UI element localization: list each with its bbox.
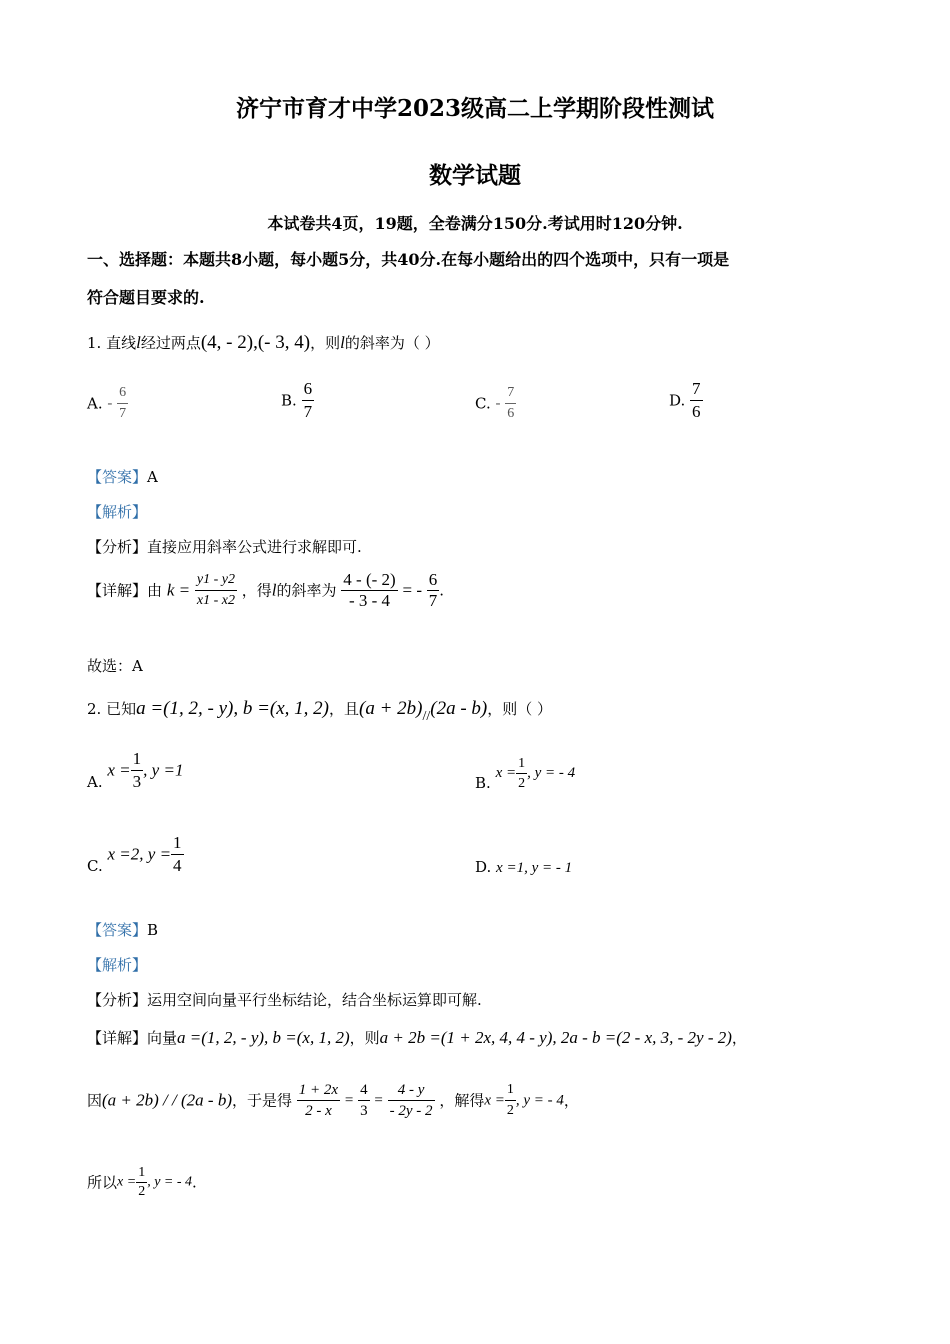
q1-points: (4, - 2),(- 3, 4): [200, 332, 311, 353]
q1-answer-value: A: [147, 468, 158, 486]
q2-option-b: [475, 754, 575, 793]
q1-answer: [87, 466, 158, 487]
q1-k-eq: k =: [166, 580, 191, 600]
q1-calc-den: - 3 - 4: [341, 590, 397, 611]
exam-subtitle: 数学试题: [429, 162, 521, 189]
q1-slope-den: x1 - x2: [195, 590, 237, 611]
q2-opt-d-label: D.: [475, 858, 492, 876]
q2-opt-b-label: B.: [475, 774, 491, 792]
q2-jiexi-tag: 【解析】: [87, 956, 148, 974]
q2-answer: [87, 919, 158, 940]
q2-opt-a-label: A.: [87, 773, 103, 791]
q1-analysis: [87, 536, 362, 557]
q1-detail-var: l: [271, 580, 277, 600]
q2-opt-c-fraction: [171, 832, 184, 877]
section-heading-line1: 一、选择题：本题共8小题，每小题5分，共40分.在每小题给出的四个选项中，只有一项是: [87, 250, 730, 269]
section-heading-line2: 符合题目要求的.: [87, 288, 205, 307]
q2-opt-c-pre: x =2, y =: [107, 844, 172, 864]
q2-l3-end: .: [192, 1173, 197, 1192]
q2-detail-calc: a + 2b =(1 + 2x, 4, 4 - y), 2a - b =(2 - x, 3, - 2y - 2): [379, 1028, 732, 1047]
q1-opt-c-num: 7: [507, 385, 515, 400]
q2-parallel-symbol: //: [422, 709, 431, 724]
q1-result-den: 7: [428, 591, 438, 610]
q2-l3-pre: 所以: [87, 1173, 118, 1192]
q2-prefix: 2. 已知: [87, 700, 137, 718]
q1-opt-b-den: 7: [303, 402, 313, 421]
exam-info: 本试卷共4页，19题，全卷满分150分.考试用时120分钟.: [267, 214, 683, 233]
q2-l2-frac2-num: 4: [360, 1082, 368, 1098]
q1-mid2: ，则: [310, 334, 341, 352]
q2-opt-a-pre: x =: [107, 760, 131, 780]
q2-l2-res-den: 2: [505, 1100, 516, 1121]
q1-option-a: [87, 383, 128, 424]
q1-opt-c-sign: -: [495, 395, 501, 412]
q1-opt-c-den: 6: [505, 403, 516, 424]
q2-analysis-tag: 【分析】: [87, 991, 148, 1009]
q2-vector-def: a =(1, 2, - y), b =(x, 1, 2): [136, 698, 329, 719]
q2-opt-b-den: 2: [516, 773, 527, 793]
q1-answer-tag: 【答案】: [87, 468, 148, 486]
q2-answer-value: B: [147, 921, 159, 939]
q1-calc-eq: = -: [402, 580, 422, 600]
q2-stem: [87, 692, 552, 734]
q2-detail-tag: 【详解】: [87, 1029, 148, 1047]
q2-l2-res-pre: x =: [484, 1092, 505, 1109]
q1-opt-d-den: 6: [692, 402, 701, 421]
q1-opt-a-fraction: [117, 383, 128, 424]
q1-option-b: [281, 378, 314, 423]
q1-opt-a-num: 6: [119, 385, 127, 400]
q1-suffix: 的斜率为（ ）: [344, 334, 440, 352]
q2-l2-eq1: =: [344, 1092, 354, 1109]
q2-l2-eq2: =: [374, 1092, 383, 1109]
q2-detail-pre: 向量: [147, 1029, 178, 1047]
q1-prefix: 1. 直线: [87, 334, 137, 352]
q2-detail-end: ，: [731, 1029, 747, 1047]
q1-opt-a-label: A.: [87, 394, 103, 413]
q1-var-l-2: l: [340, 333, 345, 352]
q1-opt-b-label: B.: [281, 391, 297, 410]
q2-l2-vec: (a + 2b) / / (2a - b): [102, 1090, 232, 1110]
q2-opt-a-num: 1: [132, 749, 142, 768]
q1-stem: [87, 326, 440, 360]
q2-l2-frac2: [358, 1080, 370, 1121]
q1-opt-b-num: 6: [303, 379, 313, 398]
q2-opt-c-num: 1: [173, 833, 182, 852]
q2-detail-vectors: a =(1, 2, - y), b =(x, 1, 2): [177, 1028, 350, 1047]
q2-vec2: (2a - b): [430, 698, 488, 719]
q2-analysis-text: 运用空间向量平行坐标结论，结合坐标运算即可解.: [147, 991, 482, 1009]
q2-mid1: ，且: [329, 700, 360, 718]
q1-analysis-text: 直接应用斜率公式进行求解即可.: [147, 538, 362, 556]
q1-slope-formula: [195, 570, 237, 611]
q2-l2-res-num: 1: [506, 1082, 514, 1097]
q2-l3-res-fraction: [136, 1164, 147, 1201]
q2-l2-pre: 因: [87, 1091, 103, 1110]
q2-detail-mid: ，则: [349, 1029, 380, 1047]
q1-detail-mid: ，得: [241, 581, 272, 600]
q1-opt-c-label: C.: [475, 394, 491, 413]
q1-opt-d-label: D.: [669, 391, 686, 410]
q2-opt-d-text: x =1, y = - 1: [496, 860, 573, 876]
q2-l2-frac3: [388, 1080, 435, 1121]
exam-title: 济宁市育才中学2023级高二上学期阶段性测试: [235, 95, 714, 122]
q1-option-c: [475, 383, 516, 424]
q2-l2-frac1-num: 1 + 2x: [298, 1082, 339, 1098]
q2-suffix: ，则（ ）: [487, 700, 553, 718]
q1-opt-d-fraction: [690, 378, 703, 423]
q2-l2-res-fraction: [505, 1080, 516, 1121]
q2-l3-res-post: , y = - 4: [147, 1174, 193, 1190]
q2-l3-res-den: 2: [138, 1184, 146, 1199]
q1-result-fraction: [427, 570, 440, 611]
q2-opt-c-label: C.: [87, 857, 103, 875]
q2-l3-res-num: 1: [138, 1165, 146, 1180]
q2-l2-mid: ，于是得: [232, 1091, 293, 1110]
q2-opt-a-fraction: [131, 748, 144, 793]
q2-l3-res-pre: x =: [117, 1174, 137, 1190]
q2-opt-b-pre: x =: [495, 765, 517, 781]
q1-opt-d-num: 7: [692, 379, 701, 398]
q2-answer-tag: 【答案】: [87, 921, 148, 939]
q2-opt-b-num: 1: [518, 756, 526, 771]
q1-detail-mid2: 的斜率为: [276, 581, 337, 600]
q2-l2-frac1-den: 2 - x: [297, 1100, 340, 1121]
q1-mid1: 经过两点: [140, 334, 201, 352]
q1-slope-num: y1 - y2: [196, 572, 235, 587]
q1-result-num: 6: [428, 570, 438, 589]
q2-opt-a-den: 3: [132, 772, 142, 791]
q1-var-l: l: [136, 333, 141, 352]
q2-analysis: [87, 989, 482, 1010]
q2-opt-a-post: , y =1: [143, 760, 184, 780]
q2-l2-frac3-num: 4 - y: [397, 1082, 425, 1098]
q2-option-c: [87, 832, 184, 877]
q1-opt-a-sign: -: [107, 395, 113, 412]
q2-l2-end: ，: [563, 1091, 579, 1110]
q1-detail-tag: 【详解】: [87, 581, 148, 600]
q1-detail-end: .: [439, 581, 445, 600]
q1-detail-pre: 由: [147, 581, 163, 600]
q2-l2-frac3-den: - 2y - 2: [388, 1100, 435, 1121]
q1-calc-num: 4 - (- 2): [343, 570, 396, 589]
q2-detail-line2: [87, 1080, 579, 1121]
q2-l2-frac1: [297, 1080, 340, 1121]
q2-l2-mid2: ，解得: [439, 1091, 485, 1110]
q1-opt-b-fraction: [302, 378, 315, 423]
q2-l2-frac2-den: 3: [358, 1100, 370, 1121]
q1-opt-a-den: 7: [117, 403, 128, 424]
q2-l2-res-post: , y = - 4: [515, 1092, 564, 1109]
q1-analysis-tag: 【分析】: [87, 538, 148, 556]
q1-conclusion: 故选：A: [87, 657, 143, 675]
q1-opt-c-fraction: [505, 383, 516, 424]
q2-detail-line3: [87, 1164, 197, 1201]
q2-opt-b-post: , y = - 4: [527, 765, 576, 781]
q1-calc-fraction: [341, 570, 397, 611]
q1-option-d: [669, 378, 703, 423]
q1-jiexi-tag: 【解析】: [87, 503, 148, 521]
q2-opt-b-fraction: [516, 754, 527, 793]
q1-detail: [87, 570, 444, 611]
q2-option-a: [87, 748, 183, 793]
q2-vec1: (a + 2b): [359, 698, 423, 719]
q2-opt-c-den: 4: [173, 856, 182, 875]
q2-option-d: [475, 858, 572, 877]
q2-detail-line1: [87, 1022, 747, 1054]
